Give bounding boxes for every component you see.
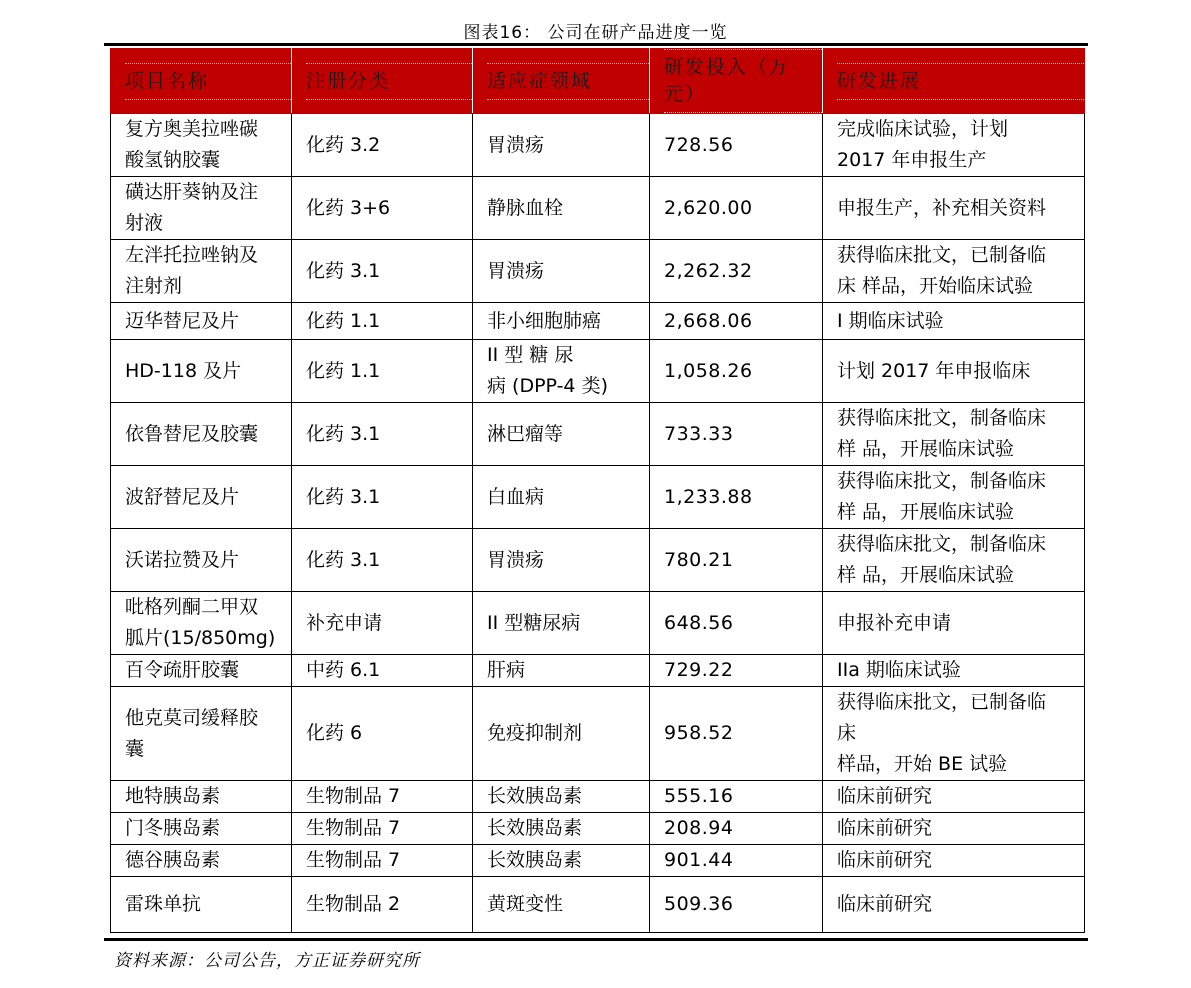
- cell-project-name: HD-118 及片: [111, 340, 292, 403]
- cell-investment: 208.94: [650, 813, 823, 845]
- cell-progress: 申报生产，补充相关资料: [823, 177, 1085, 240]
- cell-indication: 淋巴瘤等: [473, 403, 650, 466]
- table-row: [111, 781, 1085, 813]
- header-indication: 适应症领域: [473, 49, 650, 114]
- cell-registration-class: 化药 1.1: [292, 303, 473, 340]
- bottom-rule: [104, 938, 1088, 941]
- cell-progress: I 期临床试验: [823, 303, 1085, 340]
- cell-indication: 长效胰岛素: [473, 845, 650, 877]
- table-row: [111, 813, 1085, 845]
- table-row: [111, 403, 1085, 466]
- cell-indication: 非小细胞肺癌: [473, 303, 650, 340]
- cell-investment: 901.44: [650, 845, 823, 877]
- cell-investment: 648.56: [650, 592, 823, 655]
- header-project-name: 项目名称: [111, 49, 292, 114]
- table-row: [111, 303, 1085, 340]
- table-row: [111, 466, 1085, 529]
- header-investment: 研发投入（万元）: [650, 49, 823, 114]
- cell-progress: 获得临床批文，已制备临 床 样品，开始 BE 试验: [823, 687, 1085, 781]
- pipeline-table: [110, 48, 1085, 933]
- cell-project-name: 沃诺拉赞及片: [111, 529, 292, 592]
- top-rule: [104, 43, 1088, 46]
- cell-registration-class: 生物制品 7: [292, 781, 473, 813]
- cell-registration-class: 化药 3+6: [292, 177, 473, 240]
- cell-indication: 胃溃疡: [473, 114, 650, 177]
- cell-investment: 2,668.06: [650, 303, 823, 340]
- cell-project-name: 左泮托拉唑钠及 注射剂: [111, 240, 292, 303]
- cell-registration-class: 补充申请: [292, 592, 473, 655]
- cell-registration-class: 化药 1.1: [292, 340, 473, 403]
- cell-indication: 长效胰岛素: [473, 781, 650, 813]
- table-row: [111, 114, 1085, 177]
- cell-project-name: 雷珠单抗: [111, 877, 292, 933]
- cell-registration-class: 化药 3.1: [292, 240, 473, 303]
- table-row: [111, 340, 1085, 403]
- cell-registration-class: 化药 3.2: [292, 114, 473, 177]
- cell-project-name: 磺达肝葵钠及注 射液: [111, 177, 292, 240]
- source-note: 资料来源：公司公告，方正证券研究所: [114, 951, 420, 971]
- cell-project-name: 吡格列酮二甲双 胍片(15/850mg): [111, 592, 292, 655]
- table-caption: 图表16： 公司在研产品进度一览: [463, 23, 728, 43]
- cell-registration-class: 化药 6: [292, 687, 473, 781]
- cell-investment: 555.16: [650, 781, 823, 813]
- table-row: [111, 177, 1085, 240]
- cell-progress: 获得临床批文，已制备临 床 样品，开始临床试验: [823, 240, 1085, 303]
- cell-progress: IIa 期临床试验: [823, 655, 1085, 687]
- cell-indication: 免疫抑制剂: [473, 687, 650, 781]
- cell-progress: 获得临床批文，制备临床 样 品，开展临床试验: [823, 529, 1085, 592]
- table-header-row: [111, 49, 1085, 114]
- header-progress: 研发进展: [823, 49, 1085, 114]
- cell-project-name: 德谷胰岛素: [111, 845, 292, 877]
- table-row: [111, 592, 1085, 655]
- cell-investment: 729.22: [650, 655, 823, 687]
- cell-investment: 780.21: [650, 529, 823, 592]
- cell-indication: 静脉血栓: [473, 177, 650, 240]
- cell-indication: 胃溃疡: [473, 529, 650, 592]
- cell-project-name: 波舒替尼及片: [111, 466, 292, 529]
- cell-investment: 1,058.26: [650, 340, 823, 403]
- cell-progress: 临床前研究: [823, 781, 1085, 813]
- cell-registration-class: 化药 3.1: [292, 466, 473, 529]
- cell-registration-class: 生物制品 2: [292, 877, 473, 933]
- cell-project-name: 他克莫司缓释胶 囊: [111, 687, 292, 781]
- cell-progress: 计划 2017 年申报临床: [823, 340, 1085, 403]
- cell-progress: 申报补充申请: [823, 592, 1085, 655]
- cell-progress: 临床前研究: [823, 813, 1085, 845]
- cell-project-name: 迈华替尼及片: [111, 303, 292, 340]
- table-row: [111, 240, 1085, 303]
- cell-investment: 728.56: [650, 114, 823, 177]
- cell-registration-class: 中药 6.1: [292, 655, 473, 687]
- cell-registration-class: 化药 3.1: [292, 529, 473, 592]
- cell-project-name: 百令疏肝胶囊: [111, 655, 292, 687]
- table-row: [111, 845, 1085, 877]
- cell-registration-class: 化药 3.1: [292, 403, 473, 466]
- table-row: [111, 687, 1085, 781]
- cell-project-name: 复方奥美拉唑碳 酸氢钠胶囊: [111, 114, 292, 177]
- cell-indication: 黄斑变性: [473, 877, 650, 933]
- table-row: [111, 529, 1085, 592]
- cell-investment: 509.36: [650, 877, 823, 933]
- cell-progress: 获得临床批文，制备临床 样 品，开展临床试验: [823, 403, 1085, 466]
- table-row: [111, 877, 1085, 933]
- cell-project-name: 地特胰岛素: [111, 781, 292, 813]
- cell-investment: 733.33: [650, 403, 823, 466]
- cell-indication: II 型 糖 尿 病 (DPP-4 类): [473, 340, 650, 403]
- cell-indication: 白血病: [473, 466, 650, 529]
- cell-progress: 临床前研究: [823, 877, 1085, 933]
- cell-registration-class: 生物制品 7: [292, 813, 473, 845]
- cell-indication: II 型糖尿病: [473, 592, 650, 655]
- cell-registration-class: 生物制品 7: [292, 845, 473, 877]
- cell-progress: 临床前研究: [823, 845, 1085, 877]
- cell-investment: 1,233.88: [650, 466, 823, 529]
- cell-investment: 958.52: [650, 687, 823, 781]
- cell-investment: 2,262.32: [650, 240, 823, 303]
- cell-progress: 完成临床试验，计划 2017 年申报生产: [823, 114, 1085, 177]
- cell-project-name: 依鲁替尼及胶囊: [111, 403, 292, 466]
- cell-indication: 胃溃疡: [473, 240, 650, 303]
- cell-investment: 2,620.00: [650, 177, 823, 240]
- header-registration-class: 注册分类: [292, 49, 473, 114]
- cell-progress: 获得临床批文，制备临床 样 品，开展临床试验: [823, 466, 1085, 529]
- cell-project-name: 门冬胰岛素: [111, 813, 292, 845]
- table-row: [111, 655, 1085, 687]
- cell-indication: 长效胰岛素: [473, 813, 650, 845]
- cell-indication: 肝病: [473, 655, 650, 687]
